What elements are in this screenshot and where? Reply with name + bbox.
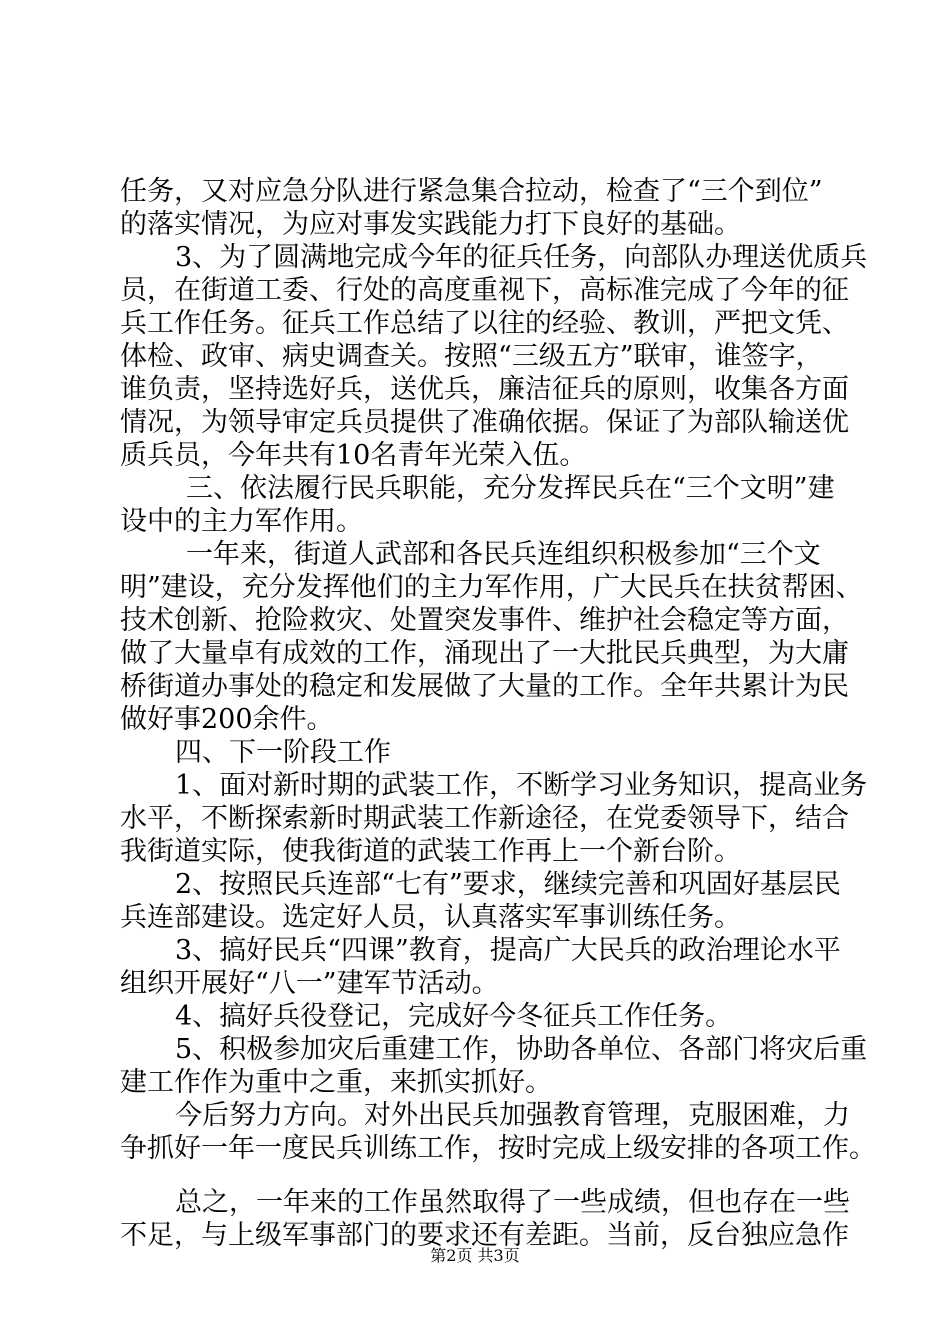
- text-line: 桥街道办事处的稳定和发展做了大量的工作。全年共累计为民: [120, 671, 849, 702]
- text-line: 体检、政审、病史调查关。按照“三级五方”联审，谁签字，: [120, 341, 823, 372]
- text-line: 不足，与上级军事部门的要求还有差距。当前，反台独应急作: [120, 1220, 849, 1251]
- text-line: 建工作作为重中之重，来抓实抓好。: [120, 1067, 552, 1098]
- text-line: 任务，又对应急分队进行紧急集合拉动，检查了“三个到位”: [120, 176, 823, 207]
- section-heading: 四、下一阶段工作: [175, 737, 391, 768]
- text-line: 3、为了圆满地完成今年的征兵任务，向部队办理送优质兵: [175, 242, 868, 273]
- text-line: 总之，一年来的工作虽然取得了一些成绩，但也存在一些: [175, 1187, 850, 1218]
- text-line: 4、搞好兵役登记，完成好今冬征兵工作任务。: [175, 1001, 733, 1032]
- text-line: 3、搞好民兵“四课”教育，提高广大民兵的政治理论水平: [175, 935, 841, 966]
- text-line: 一年来，街道人武部和各民兵连组织积极参加“三个文: [186, 539, 821, 570]
- page-footer: 第2页 共3页: [430, 1246, 520, 1265]
- text-line: 兵连部建设。选定好人员，认真落实军事训练任务。: [120, 902, 741, 933]
- text-line: 的落实情况，为应对事发实践能力打下良好的基础。: [120, 209, 741, 240]
- text-line: 做好事200余件。: [120, 704, 334, 735]
- section-heading: 三、依法履行民兵职能，充分发挥民兵在“三个文明”建: [186, 473, 835, 504]
- text-line: 争抓好一年一度民兵训练工作，按时完成上级安排的各项工作。: [120, 1133, 876, 1164]
- text-line: 明”建设，充分发挥他们的主力军作用，广大民兵在扶贫帮困、: [120, 572, 863, 603]
- text-line: 员，在街道工委、行处的高度重视下，高标准完成了今年的征: [120, 275, 849, 306]
- text-line: 设中的主力军作用。: [120, 506, 363, 537]
- text-line: 做了大量卓有成效的工作，涌现出了一大批民兵典型，为大庸: [120, 638, 849, 669]
- text-line: 兵工作任务。征兵工作总结了以往的经验、教训，严把文凭、: [120, 308, 849, 339]
- text-line: 组织开展好“八一”建军节活动。: [120, 968, 499, 999]
- text-line: 水平，不断探索新时期武装工作新途径，在党委领导下，结合: [120, 803, 849, 834]
- text-line: 今后努力方向。对外出民兵加强教育管理，克服困难，力: [175, 1100, 850, 1131]
- text-line: 1、面对新时期的武装工作，不断学习业务知识，提高业务: [175, 770, 868, 801]
- text-line: 情况，为领导审定兵员提供了准确依据。保证了为部队输送优: [120, 407, 849, 438]
- text-line: 谁负责，坚持选好兵，送优兵，廉洁征兵的原则，收集各方面: [120, 374, 849, 405]
- text-line: 我街道实际，使我街道的武装工作再上一个新台阶。: [120, 836, 741, 867]
- text-line: 2、按照民兵连部“七有”要求，继续完善和巩固好基层民: [175, 869, 841, 900]
- text-line: 质兵员，今年共有10名青年光荣入伍。: [120, 440, 587, 471]
- text-line: 技术创新、抢险救灾、处置突发事件、维护社会稳定等方面，: [120, 605, 849, 636]
- text-line: 5、积极参加灾后重建工作，协助各单位、各部门将灾后重: [175, 1034, 868, 1065]
